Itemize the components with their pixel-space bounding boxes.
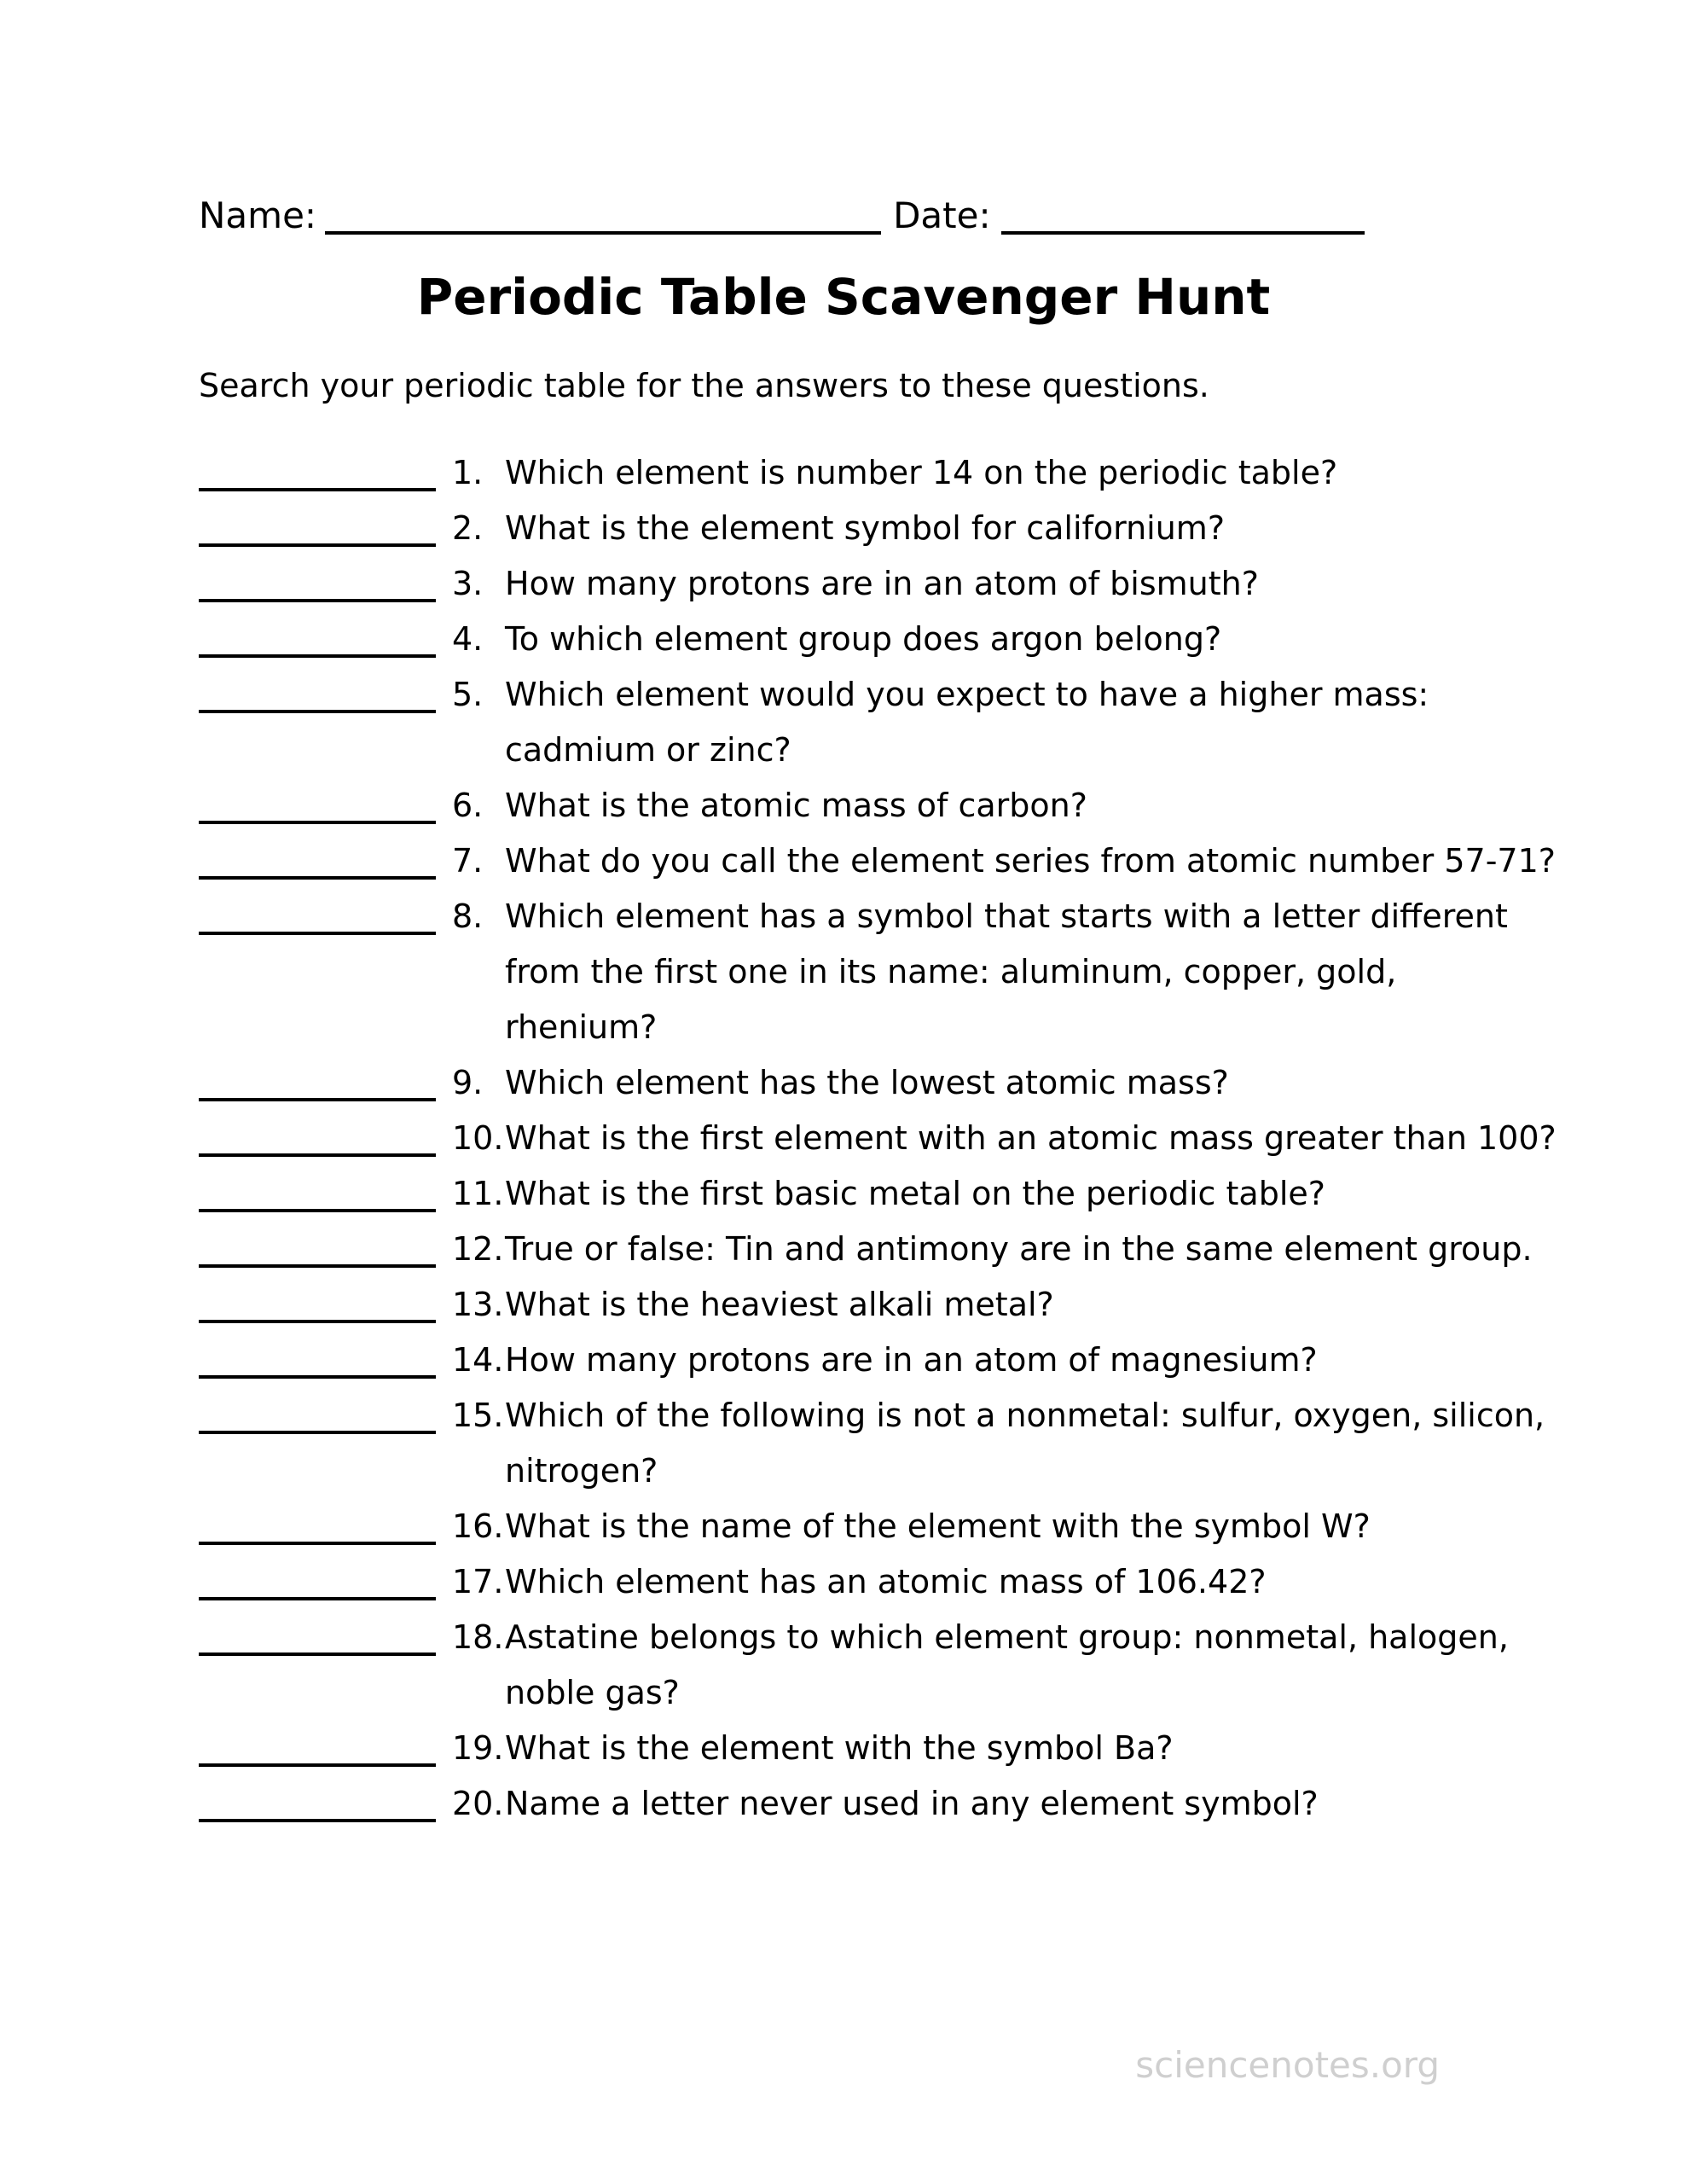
answer-blank-line bbox=[199, 1166, 436, 1212]
question-row bbox=[199, 1166, 1557, 1222]
question-number: 15. bbox=[452, 1397, 504, 1434]
question-number: 6. bbox=[452, 787, 484, 824]
question-row bbox=[199, 889, 1557, 1055]
question-text bbox=[452, 834, 1556, 889]
question-line-continued: from the first one in its name: aluminum, copper, gold, bbox=[505, 953, 1397, 990]
question-text bbox=[452, 1388, 1545, 1499]
question-line: 19.What is the element with the symbol Ba? bbox=[452, 1721, 1174, 1776]
question-row bbox=[199, 1055, 1557, 1111]
question-text bbox=[452, 1554, 1267, 1610]
question-list bbox=[199, 445, 1557, 1832]
question-number: 20. bbox=[452, 1785, 504, 1822]
question-row bbox=[199, 1111, 1557, 1166]
question-text bbox=[452, 501, 1225, 556]
question-number: 13. bbox=[452, 1286, 504, 1323]
question-number: 18. bbox=[452, 1618, 504, 1656]
question-row bbox=[199, 556, 1557, 612]
answer-blank-line bbox=[199, 556, 436, 602]
question-number: 19. bbox=[452, 1729, 504, 1767]
question-row bbox=[199, 1333, 1557, 1388]
question-text bbox=[452, 1721, 1174, 1776]
question-text bbox=[452, 1055, 1229, 1111]
question-line: 7. What do you call the element series from atomic number 57-71? bbox=[452, 834, 1556, 889]
answer-blank-line bbox=[199, 1222, 436, 1268]
question-row bbox=[199, 1499, 1557, 1554]
question-text bbox=[452, 889, 1508, 1055]
question-number: 12. bbox=[452, 1230, 504, 1268]
answer-blank-line bbox=[199, 667, 436, 713]
question-number: 7. bbox=[452, 842, 484, 880]
answer-blank-line bbox=[199, 778, 436, 824]
question-line-continued: noble gas? bbox=[505, 1674, 680, 1711]
question-line: 18.Astatine belongs to which element group: nonmetal, halogen, bbox=[452, 1610, 1509, 1665]
question-line: 3. How many protons are in an atom of bismuth? bbox=[452, 556, 1259, 612]
question-row bbox=[199, 1277, 1557, 1333]
question-line-continued: nitrogen? bbox=[505, 1452, 658, 1490]
question-line: 9. Which element has the lowest atomic mass? bbox=[452, 1055, 1229, 1111]
question-text bbox=[452, 1277, 1054, 1333]
answer-blank-line bbox=[199, 1111, 436, 1157]
question-line: 12.True or false: Tin and antimony are in the same element group. bbox=[452, 1222, 1533, 1277]
question-text bbox=[452, 1333, 1318, 1388]
answer-blank-line bbox=[199, 1499, 436, 1545]
question-row bbox=[199, 1776, 1557, 1832]
question-text bbox=[452, 1166, 1325, 1222]
question-number: 16. bbox=[452, 1507, 504, 1545]
watermark-text: sciencenotes.org bbox=[1135, 2044, 1440, 2086]
question-line: 20.Name a letter never used in any element symbol? bbox=[452, 1776, 1319, 1832]
question-text bbox=[452, 556, 1259, 612]
question-number: 5. bbox=[452, 676, 484, 713]
answer-blank-line bbox=[199, 834, 436, 880]
answer-blank-line bbox=[199, 1721, 436, 1767]
question-number: 11. bbox=[452, 1175, 504, 1212]
question-row bbox=[199, 612, 1557, 667]
question-line-continued: rhenium? bbox=[505, 1008, 658, 1046]
question-row bbox=[199, 1388, 1557, 1499]
date-blank-line bbox=[1001, 230, 1365, 235]
question-number: 8. bbox=[452, 897, 484, 935]
question-row bbox=[199, 1610, 1557, 1721]
answer-blank-line bbox=[199, 1388, 436, 1434]
name-blank-line bbox=[325, 230, 881, 235]
instructions-text: Search your periodic table for the answers to these questions. bbox=[199, 367, 1209, 404]
question-line: 16.What is the name of the element with the symbol W? bbox=[452, 1499, 1371, 1554]
name-date-row bbox=[199, 195, 1365, 236]
question-text bbox=[452, 612, 1221, 667]
question-line: 15.Which of the following is not a nonmetal: sulfur, oxygen, silicon, bbox=[452, 1388, 1545, 1443]
question-number: 4. bbox=[452, 620, 484, 658]
question-line: 17.Which element has an atomic mass of 106.42? bbox=[452, 1554, 1267, 1610]
question-line: 5. Which element would you expect to have a higher mass: bbox=[452, 667, 1429, 723]
answer-blank-line bbox=[199, 1776, 436, 1822]
answer-blank-line bbox=[199, 445, 436, 491]
question-row bbox=[199, 1222, 1557, 1277]
question-row bbox=[199, 778, 1557, 834]
question-row bbox=[199, 834, 1557, 889]
answer-blank-line bbox=[199, 1333, 436, 1379]
question-text bbox=[452, 778, 1087, 834]
question-number: 2. bbox=[452, 509, 484, 547]
question-row bbox=[199, 1721, 1557, 1776]
question-text bbox=[452, 1111, 1557, 1166]
answer-blank-line bbox=[199, 1610, 436, 1656]
question-row bbox=[199, 445, 1557, 501]
question-line-continued: cadmium or zinc? bbox=[505, 731, 791, 769]
answer-blank-line bbox=[199, 1277, 436, 1323]
date-label: Date: bbox=[893, 195, 991, 236]
question-text bbox=[452, 1776, 1319, 1832]
question-number: 9. bbox=[452, 1064, 484, 1101]
question-row bbox=[199, 501, 1557, 556]
question-number: 17. bbox=[452, 1563, 504, 1600]
question-text bbox=[452, 1499, 1371, 1554]
question-number: 10. bbox=[452, 1119, 504, 1157]
page-title: Periodic Table Scavenger Hunt bbox=[416, 268, 1271, 326]
question-line: 10.What is the first element with an atomic mass greater than 100? bbox=[452, 1111, 1557, 1166]
question-line: 8. Which element has a symbol that starts with a letter different bbox=[452, 889, 1508, 944]
question-line: 2. What is the element symbol for californium? bbox=[452, 501, 1225, 556]
question-line: 6. What is the atomic mass of carbon? bbox=[452, 778, 1087, 834]
question-number: 3. bbox=[452, 565, 484, 602]
question-line: 11.What is the first basic metal on the periodic table? bbox=[452, 1166, 1325, 1222]
question-text bbox=[452, 667, 1429, 778]
question-line: 13.What is the heaviest alkali metal? bbox=[452, 1277, 1054, 1333]
answer-blank-line bbox=[199, 889, 436, 935]
answer-blank-line bbox=[199, 612, 436, 658]
question-line: 1. Which element is number 14 on the periodic table? bbox=[452, 445, 1337, 501]
question-line: 14.How many protons are in an atom of magnesium? bbox=[452, 1333, 1318, 1388]
question-line: 4. To which element group does argon belong? bbox=[452, 612, 1221, 667]
name-label: Name: bbox=[199, 195, 317, 236]
question-text bbox=[452, 1222, 1533, 1277]
answer-blank-line bbox=[199, 1554, 436, 1600]
question-number: 1. bbox=[452, 454, 484, 491]
answer-blank-line bbox=[199, 1055, 436, 1101]
question-text bbox=[452, 1610, 1509, 1721]
question-text bbox=[452, 445, 1337, 501]
question-row bbox=[199, 1554, 1557, 1610]
answer-blank-line bbox=[199, 501, 436, 547]
question-row bbox=[199, 667, 1557, 778]
question-number: 14. bbox=[452, 1341, 504, 1379]
